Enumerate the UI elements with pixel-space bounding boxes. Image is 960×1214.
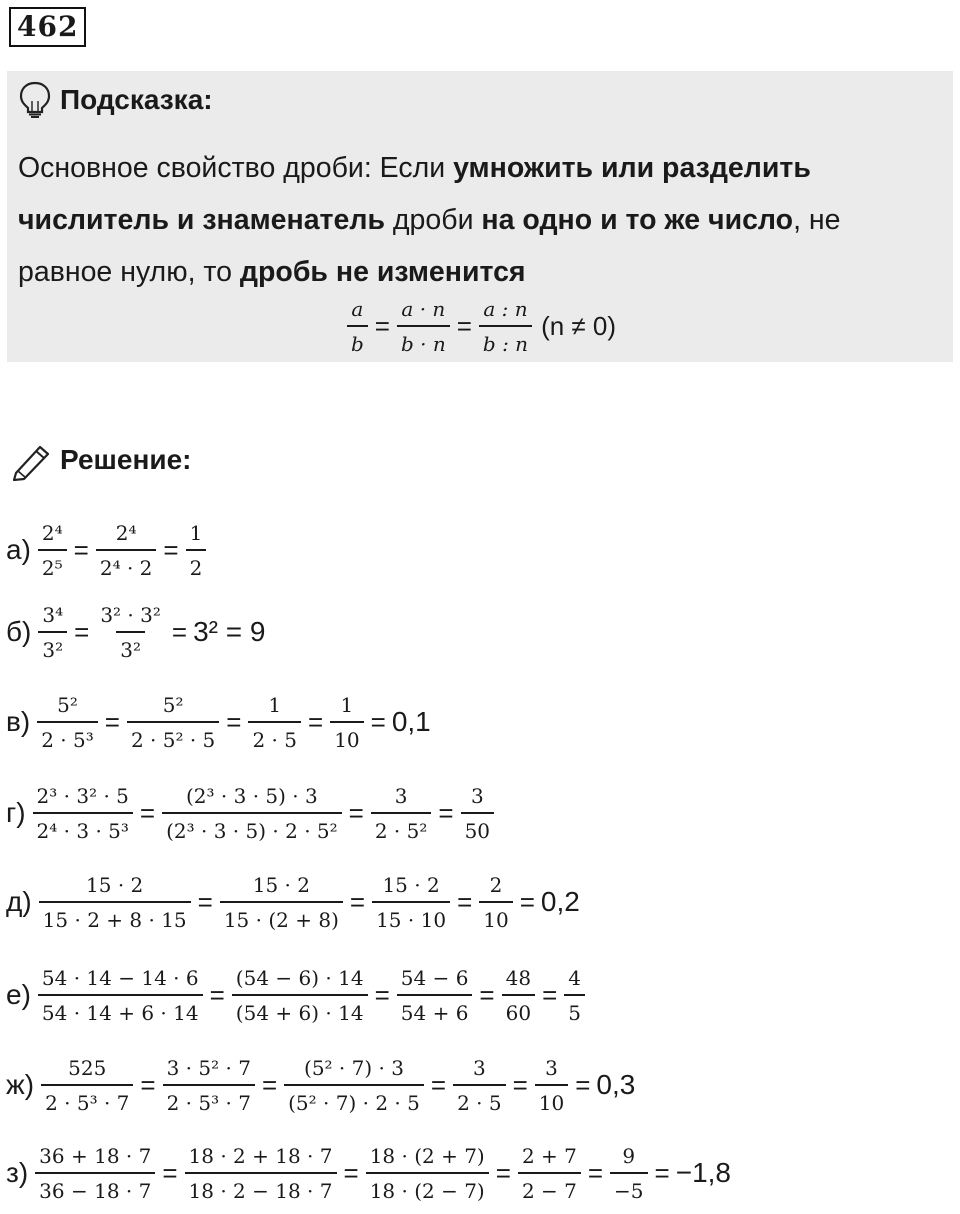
equals-sign: = xyxy=(139,797,156,828)
lightbulb-icon xyxy=(18,81,52,119)
hint-title: Подсказка: xyxy=(60,84,213,115)
solution-a xyxy=(6,510,209,590)
numerator: 5² xyxy=(162,692,184,717)
numerator: a xyxy=(351,297,364,321)
numerator: 2⁴ xyxy=(41,520,63,545)
fraction xyxy=(372,872,450,933)
solution-g xyxy=(6,773,497,853)
hint-text xyxy=(18,142,948,298)
denominator: 15 · 2 + 8 · 15 xyxy=(39,901,191,933)
denominator: 54 · 14 + 6 · 14 xyxy=(38,994,203,1026)
numerator: 54 · 14 − 14 · 6 xyxy=(41,965,199,990)
numerator: 3⁴ xyxy=(42,602,64,627)
numerator: 2 + 7 xyxy=(521,1143,577,1168)
fraction xyxy=(185,1143,337,1204)
fraction xyxy=(33,783,133,844)
equals-sign: = xyxy=(479,979,495,1010)
solution-d xyxy=(6,862,580,942)
denominator: 10 xyxy=(479,901,512,933)
denominator: 3² xyxy=(116,631,145,663)
denominator: b xyxy=(347,325,368,357)
numerator: 2³ · 3² · 5 xyxy=(36,783,129,808)
denominator: 5 xyxy=(564,994,585,1026)
equals-sign: = xyxy=(374,979,390,1010)
denominator: 50 xyxy=(461,812,494,844)
denominator: 15 · (2 + 8) xyxy=(220,901,343,933)
item-label: в) xyxy=(6,706,31,737)
result: 0,2 xyxy=(540,886,580,917)
hint-line-3-a: равное нулю, то xyxy=(18,256,240,288)
numerator: 18 · (2 + 7) xyxy=(369,1143,485,1168)
fraction xyxy=(41,1055,133,1116)
numerator: 525 xyxy=(68,1055,107,1080)
equals-sign: = xyxy=(542,979,558,1010)
denominator: 2 · 5² · 5 xyxy=(127,721,219,753)
solution-title: Решение: xyxy=(60,444,192,475)
equals-sign: = xyxy=(104,706,120,737)
denominator: 15 · 10 xyxy=(372,901,450,933)
equals-sign: = xyxy=(438,797,454,828)
hint-line-3 xyxy=(18,246,948,298)
denominator: (54 + 6) · 14 xyxy=(232,994,368,1026)
equals-sign: = xyxy=(197,886,213,917)
numerator: 15 · 2 xyxy=(86,872,144,897)
equals-sign: = xyxy=(587,1157,604,1188)
numerator: 15 · 2 xyxy=(382,872,440,897)
item-label: ж) xyxy=(6,1069,35,1100)
numerator: 3 xyxy=(470,783,484,808)
equals-sign: = xyxy=(456,311,472,341)
result: 3² = 9 xyxy=(193,616,266,647)
numerator: 2⁴ xyxy=(115,520,137,545)
equals-sign: = xyxy=(308,706,324,737)
denominator: 54 + 6 xyxy=(397,994,473,1026)
numerator: 36 + 18 · 7 xyxy=(39,1143,152,1168)
fraction xyxy=(186,520,207,581)
equals-sign: = xyxy=(457,886,473,917)
numerator: 4 xyxy=(568,965,581,990)
result: 0,1 xyxy=(391,706,431,737)
condition: (n ≠ 0) xyxy=(541,311,617,341)
fraction xyxy=(461,783,494,844)
equals-sign: = xyxy=(74,616,90,647)
solution-header xyxy=(10,436,191,484)
denominator: 2 · 5³ xyxy=(37,721,98,753)
item-label: з) xyxy=(6,1157,29,1188)
fraction xyxy=(564,965,585,1026)
denominator: 2 · 5³ · 7 xyxy=(41,1084,133,1116)
item-label: е) xyxy=(6,979,31,1010)
equals-sign: = xyxy=(162,1157,178,1188)
numerator: 18 · 2 + 18 · 7 xyxy=(188,1143,333,1168)
equals-sign: = xyxy=(73,534,89,565)
hint-line-1-b: умножить или разделить xyxy=(453,152,811,184)
numerator: 3² · 3² xyxy=(100,602,161,627)
hint-line-2-d: , не xyxy=(793,204,841,236)
numerator: 3 xyxy=(394,783,408,808)
fraction xyxy=(163,1055,255,1116)
denominator: b · n xyxy=(397,325,450,357)
solution-v xyxy=(6,682,431,762)
hint-formula xyxy=(0,296,960,357)
fraction xyxy=(35,1143,155,1204)
hint-line-2-a: числитель и знаменатель xyxy=(18,204,385,236)
equals-sign: = xyxy=(171,616,188,647)
numerator: a : n xyxy=(483,297,528,321)
numerator: (5² · 7) · 3 xyxy=(304,1055,404,1080)
solution-e xyxy=(6,955,588,1035)
equals-sign: = xyxy=(512,1069,528,1100)
denominator: −5 xyxy=(610,1172,647,1204)
solution-z xyxy=(6,1133,731,1213)
fraction xyxy=(453,1055,506,1116)
equals-sign: = xyxy=(349,886,366,917)
fraction xyxy=(38,602,67,663)
numerator: a · n xyxy=(401,297,446,321)
fraction xyxy=(38,520,67,581)
fraction xyxy=(162,783,342,844)
fraction xyxy=(366,1143,489,1204)
fraction xyxy=(610,1143,647,1204)
denominator: 10 xyxy=(535,1084,568,1116)
hint-line-2-c: на одно и то же число xyxy=(481,204,794,236)
item-label: д) xyxy=(6,886,32,917)
denominator: 2⁵ xyxy=(38,549,67,581)
result: 0,3 xyxy=(596,1069,636,1100)
numerator: 3 xyxy=(545,1055,558,1080)
equals-sign: = xyxy=(226,706,242,737)
fraction xyxy=(347,296,368,357)
hint-line-2 xyxy=(18,194,948,246)
fraction xyxy=(232,965,368,1026)
denominator: 2 xyxy=(186,549,207,581)
numerator: 1 xyxy=(340,692,354,717)
equals-sign: = xyxy=(343,1157,359,1188)
item-label: б) xyxy=(6,616,32,647)
denominator: 2 − 7 xyxy=(518,1172,581,1204)
denominator: 18 · (2 − 7) xyxy=(366,1172,489,1204)
equals-sign: = xyxy=(261,1069,278,1100)
numerator: 2 xyxy=(489,872,503,897)
pencil-icon xyxy=(10,439,54,481)
denominator: 2 · 5² xyxy=(371,812,432,844)
numerator: (54 − 6) · 14 xyxy=(235,965,364,990)
denominator: 10 xyxy=(330,721,363,753)
equals-sign: = xyxy=(374,311,390,341)
numerator: 1 xyxy=(189,520,203,545)
fraction xyxy=(220,872,343,933)
fraction xyxy=(96,602,165,663)
fraction xyxy=(127,692,219,753)
item-label: г) xyxy=(6,797,26,828)
fraction xyxy=(248,692,301,753)
hint-line-1 xyxy=(18,142,948,194)
numerator: (2³ · 3 · 5) · 3 xyxy=(186,783,318,808)
denominator: 3² xyxy=(38,631,67,663)
equals-sign: = xyxy=(654,1157,670,1188)
numerator: 5² xyxy=(57,692,78,717)
fraction xyxy=(284,1055,424,1116)
fraction xyxy=(397,296,450,357)
equals-sign: = xyxy=(140,1069,156,1100)
fraction xyxy=(535,1055,568,1116)
denominator: 18 · 2 − 18 · 7 xyxy=(185,1172,337,1204)
equals-sign: = xyxy=(430,1069,447,1100)
fraction xyxy=(518,1143,581,1204)
denominator: 2 · 5 xyxy=(248,721,301,753)
equals-sign: = xyxy=(495,1157,511,1188)
fraction xyxy=(479,296,532,357)
hint-header xyxy=(18,80,213,120)
hint-line-2-b: дроби xyxy=(385,204,482,236)
denominator: (2³ · 3 · 5) · 2 · 5² xyxy=(162,812,342,844)
numerator: 3 xyxy=(472,1055,486,1080)
fraction xyxy=(96,520,157,581)
equals-sign: = xyxy=(209,979,225,1010)
denominator: 2 · 5³ · 7 xyxy=(163,1084,255,1116)
numerator: 15 · 2 xyxy=(252,872,310,897)
item-label: а) xyxy=(6,534,31,565)
fraction xyxy=(38,965,203,1026)
equals-sign: = xyxy=(370,706,386,737)
problem-number: 462 xyxy=(9,7,86,47)
denominator: 60 xyxy=(502,994,535,1026)
denominator: (5² · 7) · 2 · 5 xyxy=(284,1084,424,1116)
equals-sign: = xyxy=(575,1069,591,1100)
denominator: 36 − 18 · 7 xyxy=(35,1172,155,1204)
fraction xyxy=(502,965,535,1026)
fraction xyxy=(397,965,473,1026)
denominator: 2⁴ · 3 · 5³ xyxy=(33,812,133,844)
denominator: 2 · 5 xyxy=(453,1084,506,1116)
hint-line-1-a: Основное свойство дроби: Если xyxy=(18,152,454,184)
fraction xyxy=(37,692,98,753)
denominator: b : n xyxy=(479,325,532,357)
fraction xyxy=(479,872,512,933)
numerator: 3 · 5² · 7 xyxy=(166,1055,251,1080)
hint-line-3-b: дробь не изменится xyxy=(239,256,526,288)
numerator: 48 xyxy=(505,965,532,990)
result: −1,8 xyxy=(675,1157,731,1188)
fraction xyxy=(371,783,432,844)
fraction xyxy=(39,872,191,933)
denominator: 2⁴ · 2 xyxy=(96,549,157,581)
numerator: 9 xyxy=(622,1143,636,1168)
numerator: 54 − 6 xyxy=(400,965,469,990)
equals-sign: = xyxy=(163,534,179,565)
numerator: 1 xyxy=(268,692,282,717)
fraction xyxy=(330,692,363,753)
equals-sign: = xyxy=(519,886,535,917)
equals-sign: = xyxy=(348,797,364,828)
solution-b xyxy=(6,592,265,672)
solution-zh xyxy=(6,1045,635,1125)
